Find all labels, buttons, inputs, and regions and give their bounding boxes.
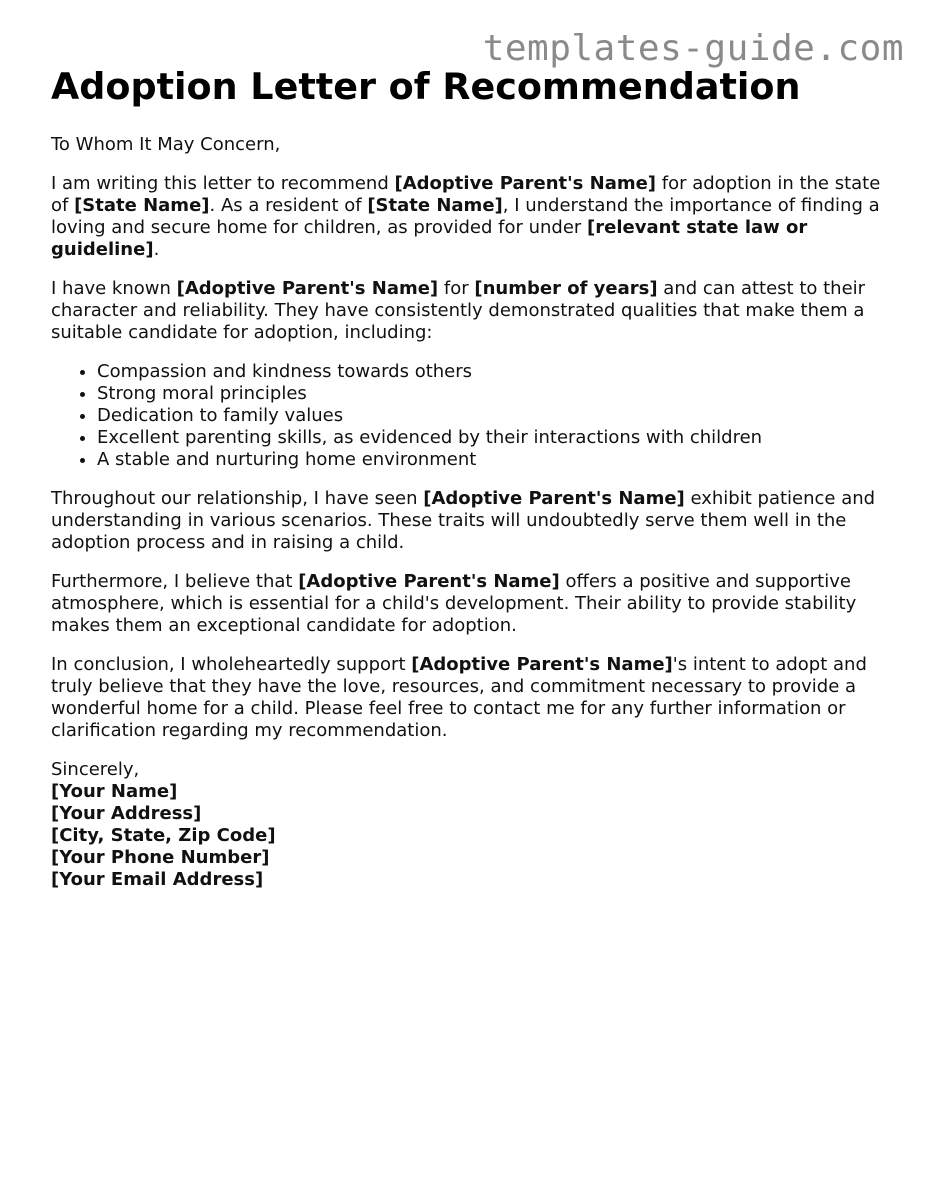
list-item: • Excellent parenting skills, as evidenced by their interactions with children bbox=[97, 427, 891, 449]
placeholder-parent-name: [Adoptive Parent's Name] bbox=[423, 488, 685, 509]
placeholder-state-name: [State Name] bbox=[367, 195, 503, 216]
watermark-text: templates-guide.com bbox=[482, 28, 904, 69]
text-span: . As a resident of bbox=[209, 195, 368, 216]
text-span: exhibit patience and understanding in various scenarios. These traits will undoubtedly serve them well in the adoption process and in raising a child. bbox=[51, 488, 876, 553]
text-span: and can attest to their character and reliability. They have consistently demonstrated qualities that make them a suitable candidate for adoption, including: bbox=[51, 278, 866, 343]
text-span: I am writing this letter to recommend bbox=[51, 173, 395, 194]
text-span: for adoption in the state of bbox=[51, 173, 881, 216]
closing-salutation: Sincerely, bbox=[51, 759, 140, 780]
list-item: • Strong moral principles bbox=[97, 383, 891, 405]
text-span: In conclusion, I wholeheartedly support bbox=[51, 654, 412, 675]
list-item: • Compassion and kindness towards others bbox=[97, 361, 891, 383]
signature-name: [Your Name] bbox=[51, 781, 178, 802]
placeholder-parent-name: [Adoptive Parent's Name] bbox=[176, 278, 439, 299]
greeting: To Whom It May Concern, bbox=[51, 134, 281, 155]
signature-city: [City, State, Zip Code] bbox=[51, 825, 276, 846]
known-paragraph bbox=[51, 278, 891, 344]
text-span: for bbox=[438, 278, 475, 299]
signature-email: [Your Email Address] bbox=[51, 869, 264, 890]
relationship-paragraph bbox=[51, 488, 891, 554]
signature-address: [Your Address] bbox=[51, 803, 202, 824]
text-span: I have known bbox=[51, 278, 177, 299]
furthermore-paragraph bbox=[51, 571, 891, 637]
placeholder-parent-name: [Adoptive Parent's Name] bbox=[394, 173, 657, 194]
placeholder-parent-name: [Adoptive Parent's Name] bbox=[298, 571, 560, 592]
placeholder-state-name: [State Name] bbox=[74, 195, 210, 216]
letter-document bbox=[51, 64, 891, 891]
placeholder-number-of-years: [number of years] bbox=[474, 278, 658, 299]
text-span: Furthermore, I believe that bbox=[51, 571, 299, 592]
page-title: Adoption Letter of Recommendation bbox=[51, 65, 801, 108]
list-item: • A stable and nurturing home environment bbox=[97, 449, 891, 471]
text-span: offers a positive and supportive atmosphere, which is essential for a child's development. Their ability to provide stability makes them an exceptional candidate for adoption. bbox=[51, 571, 857, 636]
text-span: , I understand the importance of finding a loving and secure home for children, as provided for under bbox=[51, 195, 880, 238]
conclusion-paragraph bbox=[51, 654, 891, 742]
qualities-list bbox=[51, 361, 891, 471]
signature-phone: [Your Phone Number] bbox=[51, 847, 270, 868]
text-span: . bbox=[153, 239, 160, 260]
text-span: Throughout our relationship, I have seen bbox=[51, 488, 424, 509]
placeholder-state-law: [relevant state law or guideline] bbox=[51, 217, 808, 260]
list-item: • Dedication to family values bbox=[97, 405, 891, 427]
intro-paragraph bbox=[51, 173, 891, 261]
placeholder-parent-name: [Adoptive Parent's Name] bbox=[411, 654, 673, 675]
text-span: 's intent to adopt and truly believe that they have the love, resources, and commitment necessary to provide a wonderful home for a child. Please feel free to contact me for any further information or clarification regarding my recommendation. bbox=[51, 654, 867, 741]
